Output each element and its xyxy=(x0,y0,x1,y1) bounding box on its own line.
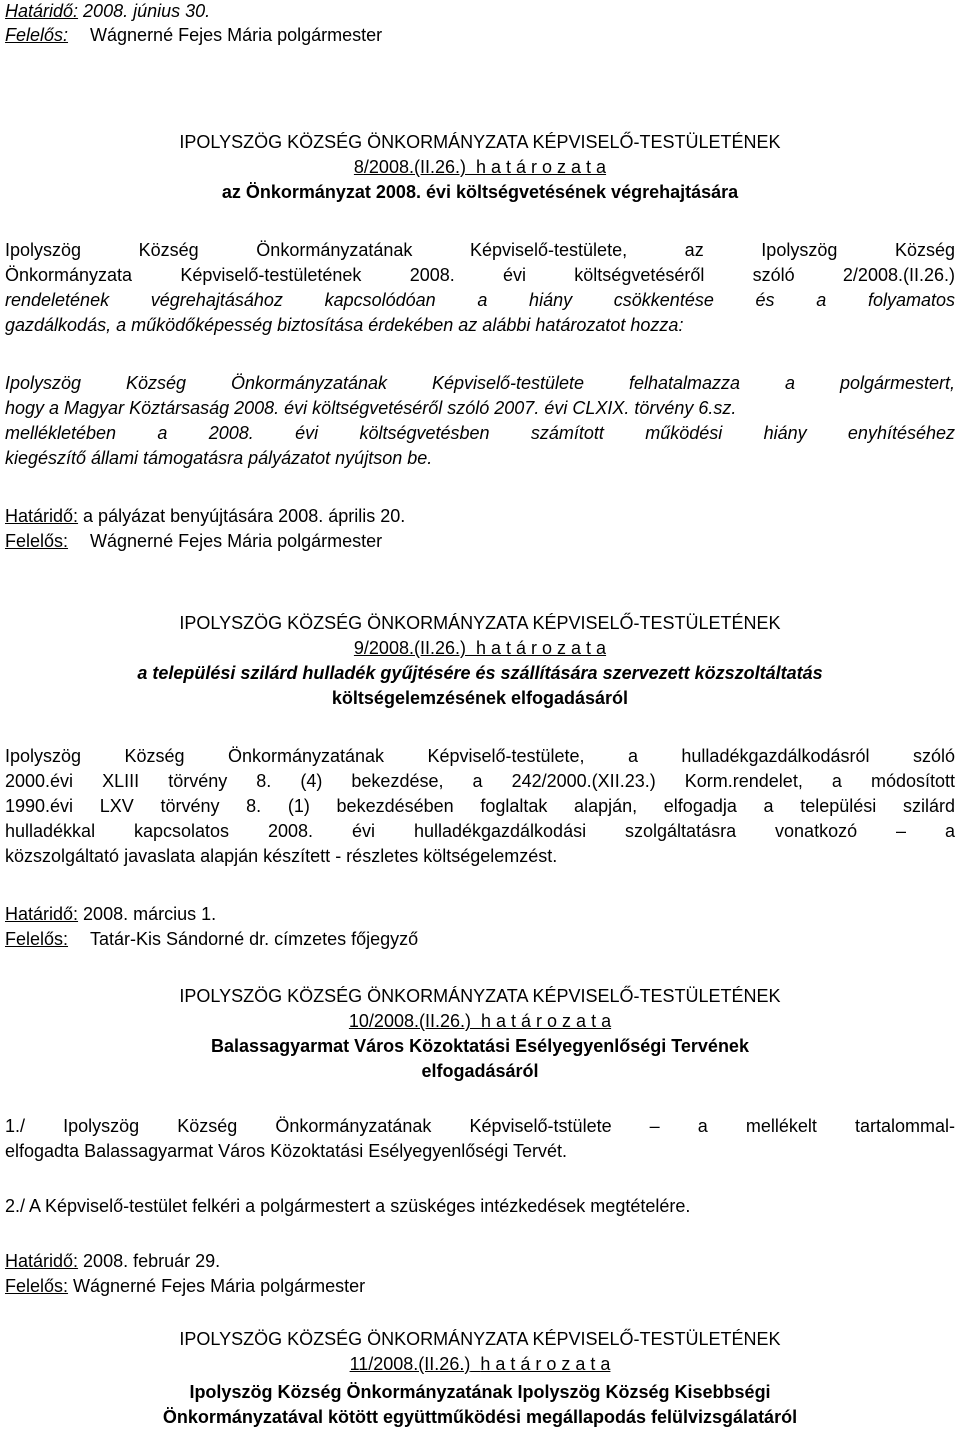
responsible-line xyxy=(5,530,955,552)
deadline-label: Határidő: xyxy=(5,904,79,924)
resolution-header: IPOLYSZÖG KÖZSÉG ÖNKORMÁNYZATA KÉPVISELŐ-TESTÜLETÉNEK xyxy=(179,1329,781,1349)
body-line: Ipolyszög Község Önkormányzatának Képviselő-testülete, az Ipolyszög Község xyxy=(5,240,955,260)
body-line: rendeletének végrehajtásához kapcsolódóan a hiány csökkentése és a folyamatos xyxy=(5,290,955,310)
deadline-line xyxy=(5,1250,955,1272)
body-line: elfogadta Balassagyarmat Város Közoktatási Esélyegyenlőségi Tervét. xyxy=(5,1141,567,1161)
responsible-value: Wágnerné Fejes Mária polgármester xyxy=(90,531,383,551)
body-line: 1./ Ipolyszög Község Önkormányzatának Képviselő-tstülete – a mellékelt tartalommal- xyxy=(5,1116,955,1136)
resolution-header: IPOLYSZÖG KÖZSÉG ÖNKORMÁNYZATA KÉPVISELŐ-TESTÜLETÉNEK xyxy=(179,986,781,1006)
resolution-number-line xyxy=(5,1010,955,1032)
responsible-line xyxy=(5,24,955,46)
resolution-header: IPOLYSZÖG KÖZSÉG ÖNKORMÁNYZATA KÉPVISELŐ-TESTÜLETÉNEK xyxy=(179,132,781,152)
body-line: közszolgáltató javaslata alapján készített - részletes költségelemzést. xyxy=(5,846,558,866)
body-line: hulladékkal kapcsolatos 2008. évi hulladékgazdálkodási szolgáltatásra vonatkozó – a xyxy=(5,821,955,841)
body-line: 1990.évi LXV törvény 8. (1) bekezdésében foglaltak alapján, elfogadja a települési szilárd xyxy=(5,796,955,816)
responsible-line xyxy=(5,1275,955,1297)
resolution-number: 11/2008.(II.26.) xyxy=(349,1354,471,1374)
deadline-value: 2008. június 30. xyxy=(78,1,211,21)
resolution-number: 10/2008.(II.26.) xyxy=(348,1011,471,1031)
responsible-label: Felelős: xyxy=(5,1276,69,1296)
deadline-label: Határidő: xyxy=(5,1,79,21)
deadline-value: a pályázat benyújtására 2008. április 20. xyxy=(78,506,406,526)
resolution-title: költségelemzésének elfogadásáról xyxy=(331,688,629,708)
deadline-label: Határidő: xyxy=(5,1251,79,1271)
body-line: kiegészítő állami támogatásra pályázatot nyújtson be. xyxy=(5,448,433,468)
resolution-title: elfogadásáról xyxy=(421,1061,539,1081)
deadline-value: 2008. február 29. xyxy=(78,1251,221,1271)
resolution-hatarozata: h a t á r o z a t a xyxy=(476,157,607,177)
body-line: mellékletében a 2008. évi költségvetésben számított működési hiány enyhítéséhez xyxy=(5,423,955,443)
resolution-hatarozata: h a t á r o z a t a xyxy=(480,1354,611,1374)
deadline-value: 2008. március 1. xyxy=(78,904,217,924)
resolution-number-line xyxy=(5,1353,955,1375)
body-line: 2./ A Képviselő-testület felkéri a polgármestert a szüskéges intézkedések megtételére. xyxy=(5,1196,691,1216)
resolution-hatarozata: h a t á r o z a t a xyxy=(476,638,607,658)
resolution-number-line xyxy=(5,637,955,659)
body-line: hogy a Magyar Köztársaság 2008. évi költségvetéséről szóló 2007. évi CLXIX. törvény 6.sz. xyxy=(5,398,737,418)
responsible-value: Wágnerné Fejes Mária polgármester xyxy=(68,1276,366,1296)
deadline-line xyxy=(5,903,955,925)
responsible-label: Felelős: xyxy=(5,531,69,551)
responsible-value: Tatár-Kis Sándorné dr. címzetes főjegyző xyxy=(90,929,419,949)
body-line: Önkormányzata Képviselő-testületének 2008. évi költségvetéséről szóló 2/2008.(II.26.) xyxy=(5,265,955,285)
deadline-line xyxy=(5,505,955,527)
resolution-number-line xyxy=(5,156,955,178)
resolution-title: az Önkormányzat 2008. évi költségvetésének végrehajtására xyxy=(221,182,739,202)
resolution-title: Önkormányzatával kötött együttműködési megállapodás felülvizsgálatáról xyxy=(162,1407,798,1427)
body-line: Ipolyszög Község Önkormányzatának Képviselő-testülete, a hulladékgazdálkodásról szóló xyxy=(5,746,955,766)
body-line: 2000.évi XLIII törvény 8. (4) bekezdése, a 242/2000.(XII.23.) Korm.rendelet, a módosított xyxy=(5,771,955,791)
resolution-number: 9/2008.(II.26.) xyxy=(353,638,466,658)
responsible-line xyxy=(5,928,955,950)
resolution-header: IPOLYSZÖG KÖZSÉG ÖNKORMÁNYZATA KÉPVISELŐ-TESTÜLETÉNEK xyxy=(179,613,781,633)
body-line: Ipolyszög Község Önkormányzatának Képviselő-testülete felhatalmazza a polgármestert, xyxy=(5,373,955,393)
responsible-label: Felelős: xyxy=(5,929,69,949)
resolution-title: Ipolyszög Község Önkormányzatának Ipolyszög Község Kisebbségi xyxy=(189,1382,771,1402)
body-line: gazdálkodás, a működőképesség biztosítása érdekében az alábbi határozatot hozza: xyxy=(5,315,684,335)
resolution-hatarozata: h a t á r o z a t a xyxy=(481,1011,612,1031)
resolution-title: Balassagyarmat Város Közoktatási Esélyegyenlőségi Tervének xyxy=(211,1036,749,1056)
responsible-label: Felelős: xyxy=(5,25,69,45)
resolution-title: a települési szilárd hulladék gyűjtésére és szállítására szervezett közszoltáltatás xyxy=(137,663,823,683)
responsible-value: Wágnerné Fejes Mária polgármester xyxy=(90,25,383,45)
deadline-label: Határidő: xyxy=(5,506,79,526)
resolution-number: 8/2008.(II.26.) xyxy=(353,157,466,177)
deadline-line xyxy=(5,0,955,22)
